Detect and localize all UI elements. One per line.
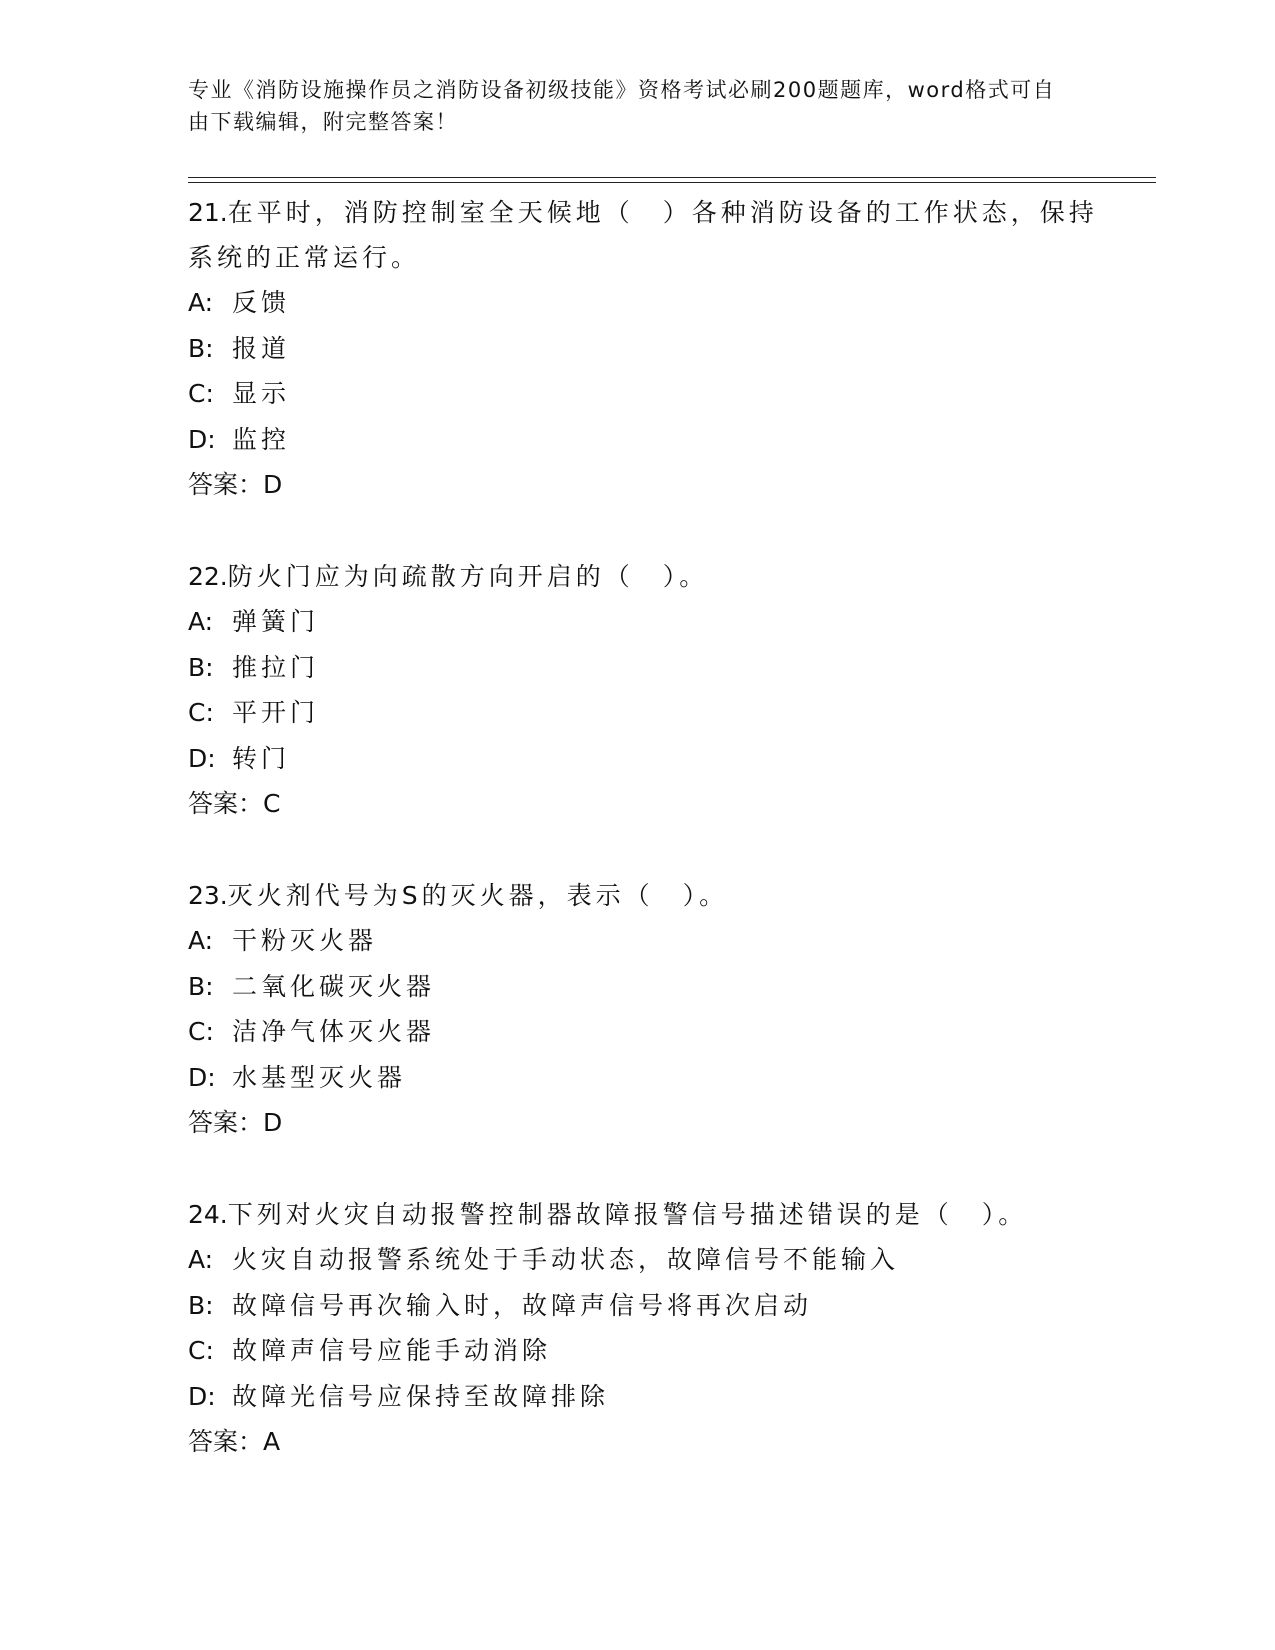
option-c — [188, 1328, 1108, 1374]
option-text: 监控 — [232, 424, 291, 454]
option-key: B: — [188, 1290, 214, 1320]
answer-line — [188, 462, 1108, 507]
option-key: C: — [188, 379, 214, 408]
option-a — [188, 918, 1108, 964]
question-number: 22. — [188, 562, 228, 591]
answer-label: 答案： — [188, 1108, 264, 1137]
question-text: 下列对火灾自动报警控制器故障报警信号描述错误的是（ ）。 — [227, 1200, 1028, 1229]
option-text: 反馈 — [232, 288, 291, 317]
question-stem — [188, 554, 1108, 599]
option-key: D: — [188, 1381, 216, 1411]
option-key: C: — [188, 1336, 214, 1365]
option-b — [188, 964, 1108, 1010]
option-key: A: — [188, 288, 214, 317]
option-key: B: — [188, 333, 214, 363]
answer-line — [188, 781, 1108, 826]
answer-label: 答案： — [188, 470, 264, 499]
option-text: 干粉灭火器 — [232, 926, 378, 955]
header-divider-top — [188, 177, 1156, 178]
question-23 — [188, 873, 1108, 1145]
option-text: 二氧化碳灭火器 — [232, 971, 436, 1001]
option-text: 推拉门 — [232, 652, 320, 682]
header-divider-bottom — [188, 182, 1156, 183]
option-c — [188, 371, 1108, 417]
question-text: 防火门应为向疏散方向开启的（ ）。 — [227, 562, 709, 591]
option-text: 平开门 — [232, 698, 320, 727]
document-header: 专业《消防设施操作员之消防设备初级技能》资格考试必刷200题题库，word格式可自由下载编辑，附完整答案！ — [188, 78, 1056, 134]
answer-label: 答案： — [188, 1427, 264, 1456]
option-key: D: — [188, 424, 216, 454]
option-d — [188, 417, 1108, 463]
option-a — [188, 280, 1108, 326]
option-key: A: — [188, 1245, 214, 1274]
answer-value: D — [263, 470, 283, 499]
option-a — [188, 599, 1108, 645]
option-key: C: — [188, 698, 214, 727]
question-text: 在平时，消防控制室全天候地（ ）各种消防设备的工作状态，保持系统的正常运行。 — [188, 198, 1098, 272]
option-text: 报道 — [232, 333, 291, 363]
answer-label: 答案： — [188, 789, 264, 818]
option-b — [188, 645, 1108, 691]
option-text: 火灾自动报警系统处于手动状态，故障信号不能输入 — [232, 1245, 900, 1274]
option-b — [188, 1283, 1108, 1329]
question-stem — [188, 1192, 1108, 1237]
option-key: D: — [188, 1062, 216, 1092]
option-text: 故障光信号应保持至故障排除 — [232, 1381, 610, 1411]
option-b — [188, 326, 1108, 372]
option-text: 弹簧门 — [232, 607, 320, 636]
option-a — [188, 1237, 1108, 1283]
option-d — [188, 1374, 1108, 1420]
question-text: 灭火剂代号为S的灭火器，表示（ ）。 — [227, 881, 729, 910]
option-text: 水基型灭火器 — [232, 1062, 407, 1092]
question-stem — [188, 190, 1108, 280]
question-number: 24. — [188, 1200, 228, 1229]
option-text: 故障声信号应能手动消除 — [232, 1336, 552, 1365]
option-c — [188, 690, 1108, 736]
option-key: D: — [188, 743, 216, 773]
question-stem — [188, 873, 1108, 918]
answer-value: D — [263, 1108, 283, 1137]
option-key: B: — [188, 971, 214, 1001]
option-text: 洁净气体灭火器 — [232, 1017, 436, 1046]
question-22 — [188, 554, 1108, 826]
option-text: 故障信号再次输入时，故障声信号将再次启动 — [232, 1290, 813, 1320]
option-d — [188, 1055, 1108, 1101]
option-key: A: — [188, 607, 214, 636]
question-number: 21. — [188, 198, 228, 227]
option-d — [188, 736, 1108, 782]
question-24 — [188, 1192, 1108, 1464]
option-key: C: — [188, 1017, 214, 1046]
option-key: B: — [188, 652, 214, 682]
option-key: A: — [188, 926, 214, 955]
answer-line — [188, 1100, 1108, 1145]
option-text: 显示 — [232, 379, 291, 408]
question-list — [188, 190, 1108, 1511]
answer-value: A — [263, 1427, 281, 1456]
option-c — [188, 1009, 1108, 1055]
question-number: 23. — [188, 881, 228, 910]
answer-value: C — [263, 789, 281, 818]
answer-line — [188, 1419, 1108, 1464]
question-21 — [188, 190, 1108, 507]
option-text: 转门 — [232, 743, 291, 773]
